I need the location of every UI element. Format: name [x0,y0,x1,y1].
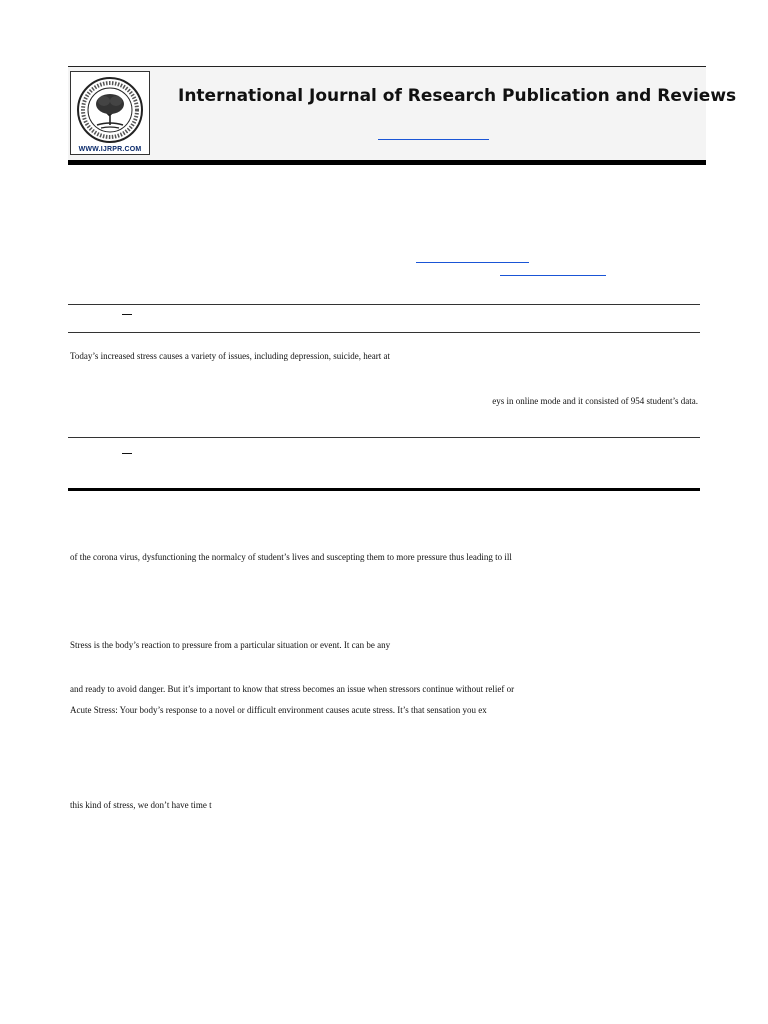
tree-seal-icon [75,75,145,145]
logo-url-text: WWW.IJRPR.COM [78,146,142,153]
journal-title: International Journal of Research Publication and Reviews [178,86,737,106]
keywords-top-rule [68,437,700,438]
body-paragraph-line: this kind of stress, we don’t have time t [70,800,212,810]
journal-homepage-link[interactable] [378,139,489,140]
abstract-top-rule [68,332,700,333]
section-dash [122,453,132,454]
article-info-top-rule [68,304,700,305]
body-paragraph-line: of the corona virus, dysfunctioning the normalcy of student’s lives and suscepting them to more pressure thus leading to ill [70,552,512,562]
doi-link[interactable] [500,275,606,276]
body-paragraph-line: and ready to avoid danger. But it’s important to know that stress becomes an issue when stressors continue without relief or [70,684,515,694]
body-paragraph-line: Acute Stress: Your body’s response to a novel or difficult environment causes acute stress. It’s that sensation you ex [70,705,487,715]
abstract-line: Today’s increased stress causes a variety of issues, including depression, suicide, heart at [70,351,391,361]
header-bottom-rule [68,160,706,165]
header-top-rule [68,66,706,67]
journal-logo [70,71,150,155]
body-paragraph-line: Stress is the body’s reaction to pressure from a particular situation or event. It can be any [70,640,391,650]
abstract-bottom-rule [68,488,700,491]
journal-header [68,67,706,161]
author-email-link[interactable] [416,262,529,263]
abstract-line: eys in online mode and it consisted of 954 student’s data. [492,396,698,406]
section-dash [122,314,132,315]
